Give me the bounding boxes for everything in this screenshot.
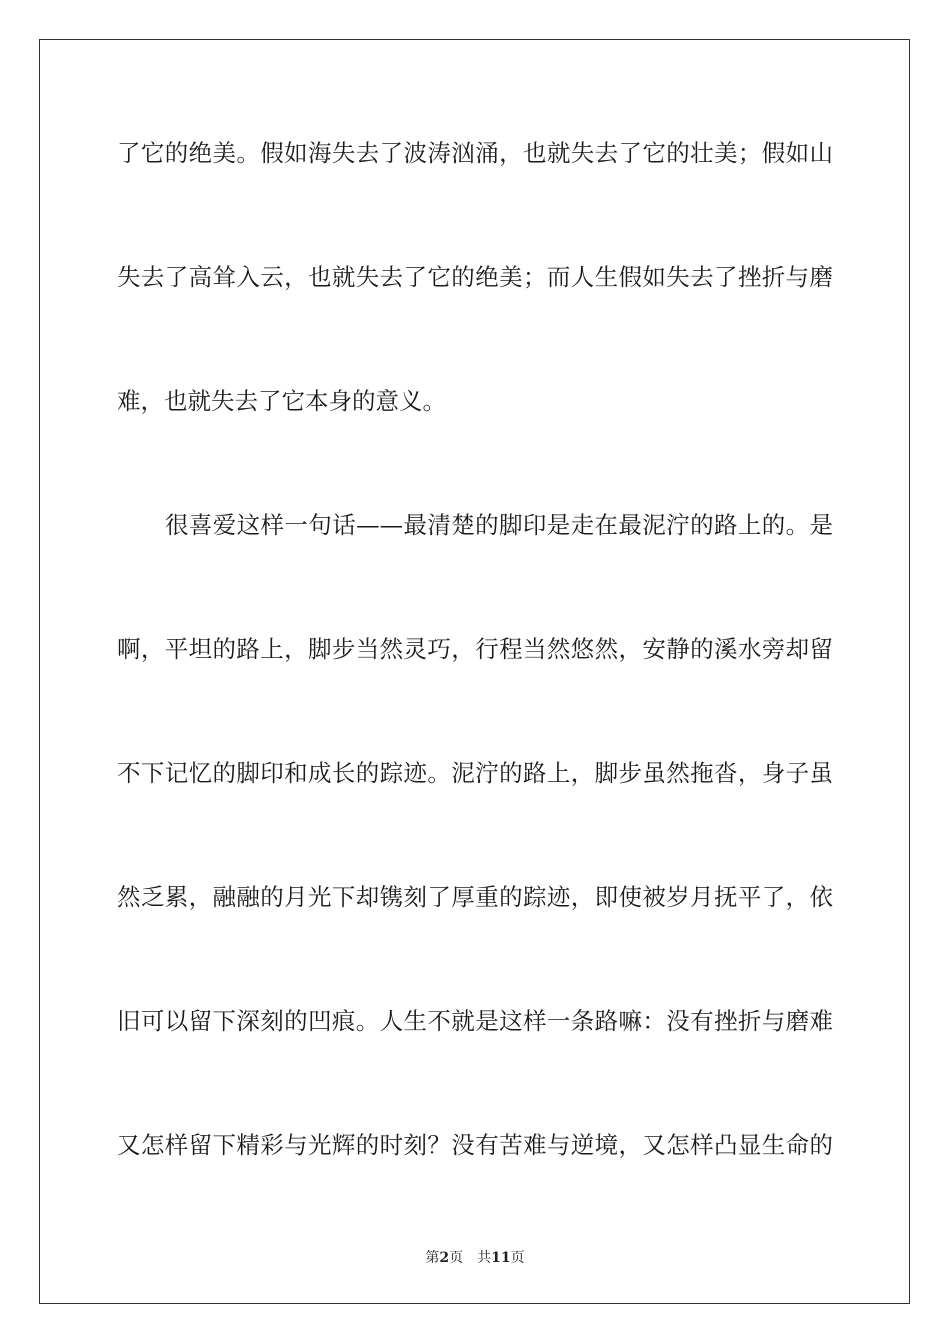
page-frame xyxy=(39,39,910,1304)
paragraph-line: 啊，平坦的路上，脚步当然灵巧，行程当然悠然，安静的溪水旁却留 xyxy=(117,635,833,663)
paragraph-line: 了它的绝美。假如海失去了波涛汹涌，也就失去了它的壮美；假如山 xyxy=(117,139,833,167)
paragraph-line: 很喜爱这样一句话——最清楚的脚印是走在最泥泞的路上的。是 xyxy=(165,511,833,539)
total-page-number: 11 xyxy=(491,1250,511,1266)
paragraph-line: 不下记忆的脚印和成长的踪迹。泥泞的路上，脚步虽然拖沓，身子虽 xyxy=(117,759,833,787)
page-number: 第2页 xyxy=(425,1250,464,1266)
total-pages: 共11页 xyxy=(477,1250,525,1266)
paragraph-line: 又怎样留下精彩与光辉的时刻？没有苦难与逆境，又怎样凸显生命的 xyxy=(117,1131,833,1159)
current-page-number: 2 xyxy=(439,1250,450,1266)
page-footer xyxy=(0,1249,950,1267)
paragraph-line: 失去了高耸入云，也就失去了它的绝美；而人生假如失去了挫折与磨 xyxy=(117,263,833,291)
paragraph-line: 然乏累，融融的月光下却镌刻了厚重的踪迹，即使被岁月抚平了，依 xyxy=(117,883,833,911)
paragraph-line: 难，也就失去了它本身的意义。 xyxy=(117,387,446,415)
paragraph-line: 旧可以留下深刻的凹痕。人生不就是这样一条路嘛：没有挫折与磨难 xyxy=(117,1007,833,1035)
